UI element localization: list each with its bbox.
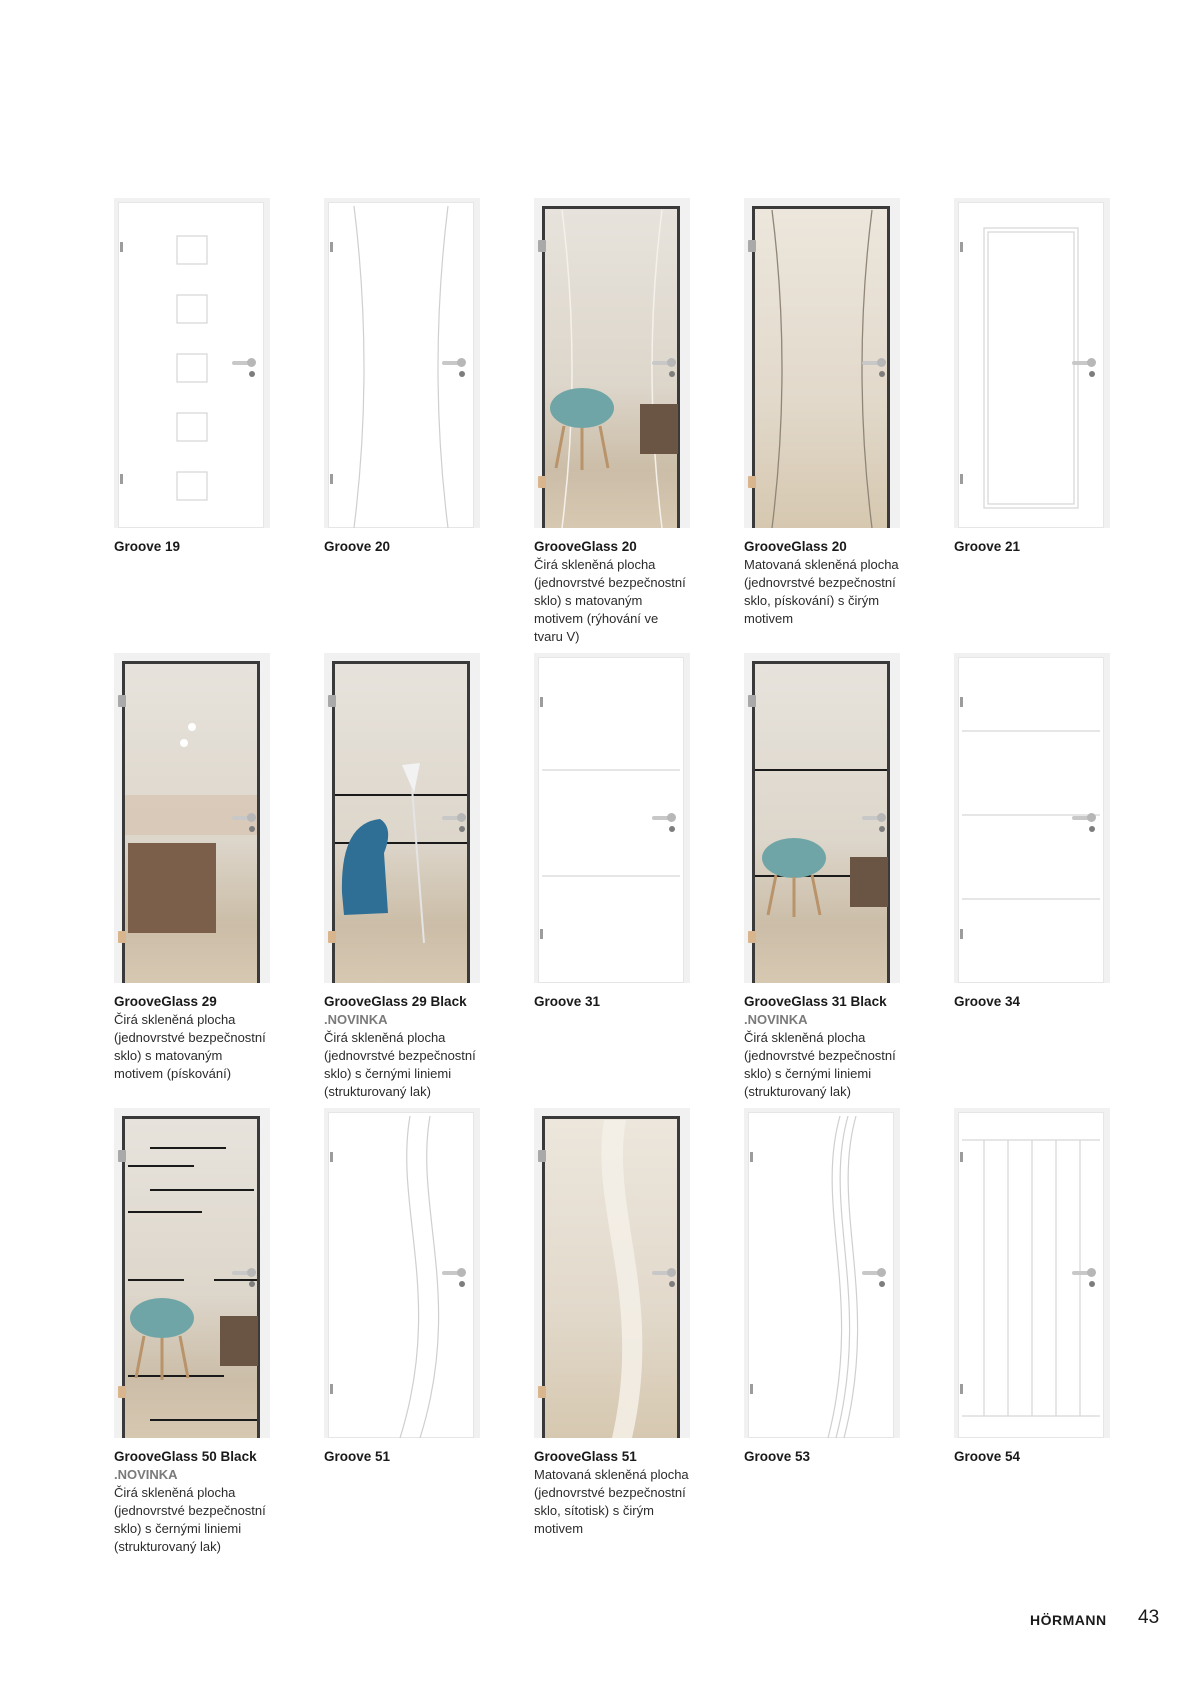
door-description: Čirá skleněná plocha (jednovrstvé bezpečnostní sklo) s černými liniemi (strukturovaný lak) — [114, 1485, 266, 1554]
door-title: GrooveGlass 31 Black — [744, 994, 887, 1009]
door-handle-icon — [442, 1268, 468, 1288]
door-description: Čirá skleněná plocha (jednovrstvé bezpečnostní sklo) s matovaným motivem (pískování) — [114, 1012, 266, 1081]
door-item — [114, 1108, 284, 1556]
door-handle-icon — [232, 1268, 258, 1288]
new-badge: .NOVINKA — [324, 1012, 388, 1027]
door-handle-icon — [862, 1268, 888, 1288]
door-title: GrooveGlass 29 — [114, 994, 217, 1009]
door-item — [114, 653, 284, 1083]
door-description: Matovaná skleněná plocha (jednovrstvé bezpečnostní sklo, sítotisk) s čirým motivem — [534, 1467, 689, 1536]
door-image — [954, 1108, 1110, 1438]
door-handle-icon — [1072, 1268, 1098, 1288]
door-item — [324, 653, 494, 1101]
door-title: GrooveGlass 29 Black — [324, 994, 467, 1009]
door-title: Groove 51 — [324, 1449, 391, 1464]
new-badge: .NOVINKA — [744, 1012, 808, 1027]
door-image — [534, 198, 690, 528]
door-title: Groove 34 — [954, 994, 1021, 1009]
door-item — [954, 198, 1124, 556]
door-description: Matovaná skleněná plocha (jednovrstvé bezpečnostní sklo, pískování) s čirým motivem — [744, 557, 899, 626]
door-image — [534, 653, 690, 983]
door-title: GrooveGlass 50 Black — [114, 1449, 257, 1464]
door-handle-icon — [442, 813, 468, 833]
door-title: Groove 19 — [114, 539, 181, 554]
door-handle-icon — [442, 358, 468, 378]
door-description: Čirá skleněná plocha (jednovrstvé bezpečnostní sklo) s matovaným motivem (rýhování ve tvaru V) — [534, 557, 686, 644]
door-title: Groove 31 — [534, 994, 601, 1009]
door-image — [114, 653, 270, 983]
door-item — [954, 653, 1124, 1011]
door-item — [744, 1108, 914, 1466]
door-handle-icon — [1072, 813, 1098, 833]
door-handle-icon — [862, 813, 888, 833]
door-image — [324, 653, 480, 983]
door-handle-icon — [232, 358, 258, 378]
door-item — [534, 198, 704, 646]
door-handle-icon — [232, 813, 258, 833]
door-title: Groove 20 — [324, 539, 391, 554]
door-title: Groove 21 — [954, 539, 1021, 554]
door-handle-icon — [1072, 358, 1098, 378]
door-image — [324, 1108, 480, 1438]
door-item — [324, 198, 494, 556]
new-badge: .NOVINKA — [114, 1467, 178, 1482]
door-description: Čirá skleněná plocha (jednovrstvé bezpečnostní sklo) s černými liniemi (strukturovaný lak) — [324, 1030, 476, 1099]
door-handle-icon — [652, 1268, 678, 1288]
door-image — [324, 198, 480, 528]
door-handle-icon — [652, 813, 678, 833]
door-item — [114, 198, 284, 556]
door-handle-icon — [862, 358, 888, 378]
door-item — [744, 198, 914, 628]
door-image — [534, 1108, 690, 1438]
door-item — [744, 653, 914, 1101]
door-title: Groove 53 — [744, 1449, 811, 1464]
door-description: Čirá skleněná plocha (jednovrstvé bezpečnostní sklo) s černými liniemi (strukturovaný lak) — [744, 1030, 896, 1099]
brand-logo: HÖRMANN — [1030, 1612, 1107, 1628]
door-title: Groove 54 — [954, 1449, 1021, 1464]
door-item — [324, 1108, 494, 1466]
door-item — [954, 1108, 1124, 1466]
door-item — [534, 1108, 704, 1538]
door-title: GrooveGlass 51 — [534, 1449, 637, 1464]
door-title: GrooveGlass 20 — [534, 539, 637, 554]
door-image — [954, 198, 1110, 528]
door-image — [114, 1108, 270, 1438]
door-image — [744, 1108, 900, 1438]
door-image — [114, 198, 270, 528]
door-image — [954, 653, 1110, 983]
door-handle-icon — [652, 358, 678, 378]
door-image — [744, 653, 900, 983]
page-number: 43 — [1138, 1607, 1160, 1628]
door-title: GrooveGlass 20 — [744, 539, 847, 554]
door-image — [744, 198, 900, 528]
door-item — [534, 653, 704, 1011]
